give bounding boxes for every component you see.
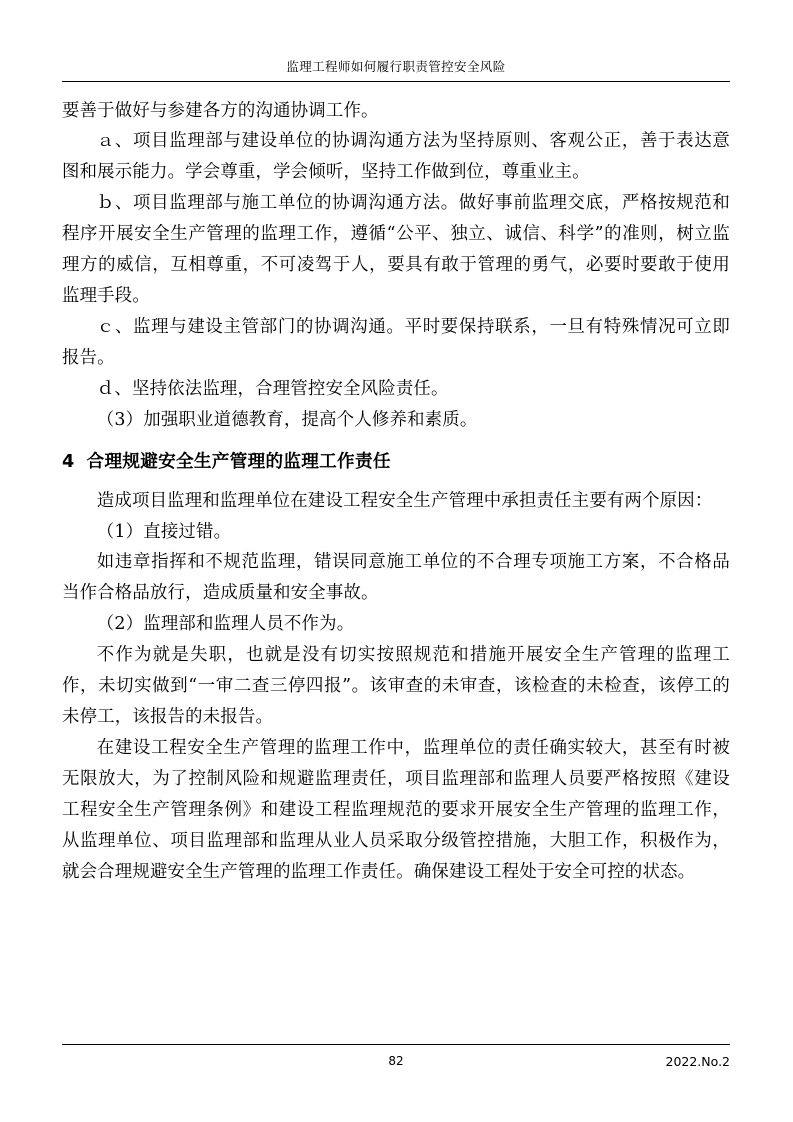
page-content	[62, 58, 730, 888]
paragraph: 要善于做好与参建各方的沟通协调工作。	[62, 100, 379, 121]
paragraph: 不作为就是失职，也就是没有切实按照规范和措施开展安全生产管理的监理工作，未切实做到“一审二查三停四报”。该审查的未审查，该检查的未检查，该停工的未停工，该报告的未报告。	[62, 645, 730, 728]
paragraph: 如违章指挥和不规范监理，错误同意施工单位的不合理专项施工方案，不合格品当作合格品放行，造成质量和安全事故。	[62, 552, 730, 604]
paragraph: （1）直接过错。	[96, 521, 232, 542]
issue-label: 2022.No.2	[665, 1054, 730, 1069]
paragraph: 在建设工程安全生产管理的监理工作中，监理单位的责任确实较大，甚至有时被无限放大，为了控制风险和规避监理责任，项目监理部和监理人员要严格按照《建设工程安全生产管理条例》和建设工程监理规范的要求开展安全生产管理的监理工作，从监理单位、项目监理部和监理从业人员采取分级管控措施，大胆工作，积极作为，就会合理规避安全生产管理的监理工作责任。确保建设工程处于安全可控的状态。	[62, 738, 730, 883]
page-footer	[62, 1044, 730, 1068]
footer-row	[62, 1045, 730, 1068]
header-rule	[62, 81, 730, 82]
paragraph: 造成项目监理和监理单位在建设工程安全生产管理中承担责任主要有两个原因：	[96, 490, 713, 511]
page-number: 82	[388, 1054, 404, 1068]
paragraph: （2）监理部和监理人员不作为。	[96, 614, 355, 635]
section-heading	[62, 449, 730, 475]
section-number: 4	[62, 452, 75, 473]
paragraph: ｂ、项目监理部与施工单位的协调沟通方法。做好事前监理交底，严格按规范和程序开展安全生产管理的监理工作，遵循“公平、独立、诚信、科学”的准则，树立监理方的威信，互相尊重，不可凌驾于人，要具有敢于管理的勇气，必要时要敢于使用监理手段。	[62, 193, 730, 307]
running-head: 监理工程师如何履行职责管控安全风险	[286, 59, 506, 74]
paragraph: ｄ、坚持依法监理，合理管控安全风险责任。	[96, 379, 449, 400]
paragraph: ａ、项目监理部与建设单位的协调沟通方法为坚持原则、客观公正，善于表达意图和展示能力。学会尊重，学会倾听，坚持工作做到位，尊重业主。	[62, 131, 730, 183]
paragraph: （3）加强职业道德教育，提高个人修养和素质。	[96, 410, 478, 431]
section-title: 合理规避安全生产管理的监理工作责任	[86, 452, 391, 473]
paragraph: ｃ、监理与建设主管部门的协调沟通。平时要保持联系，一旦有特殊情况可立即报告。	[62, 317, 730, 369]
